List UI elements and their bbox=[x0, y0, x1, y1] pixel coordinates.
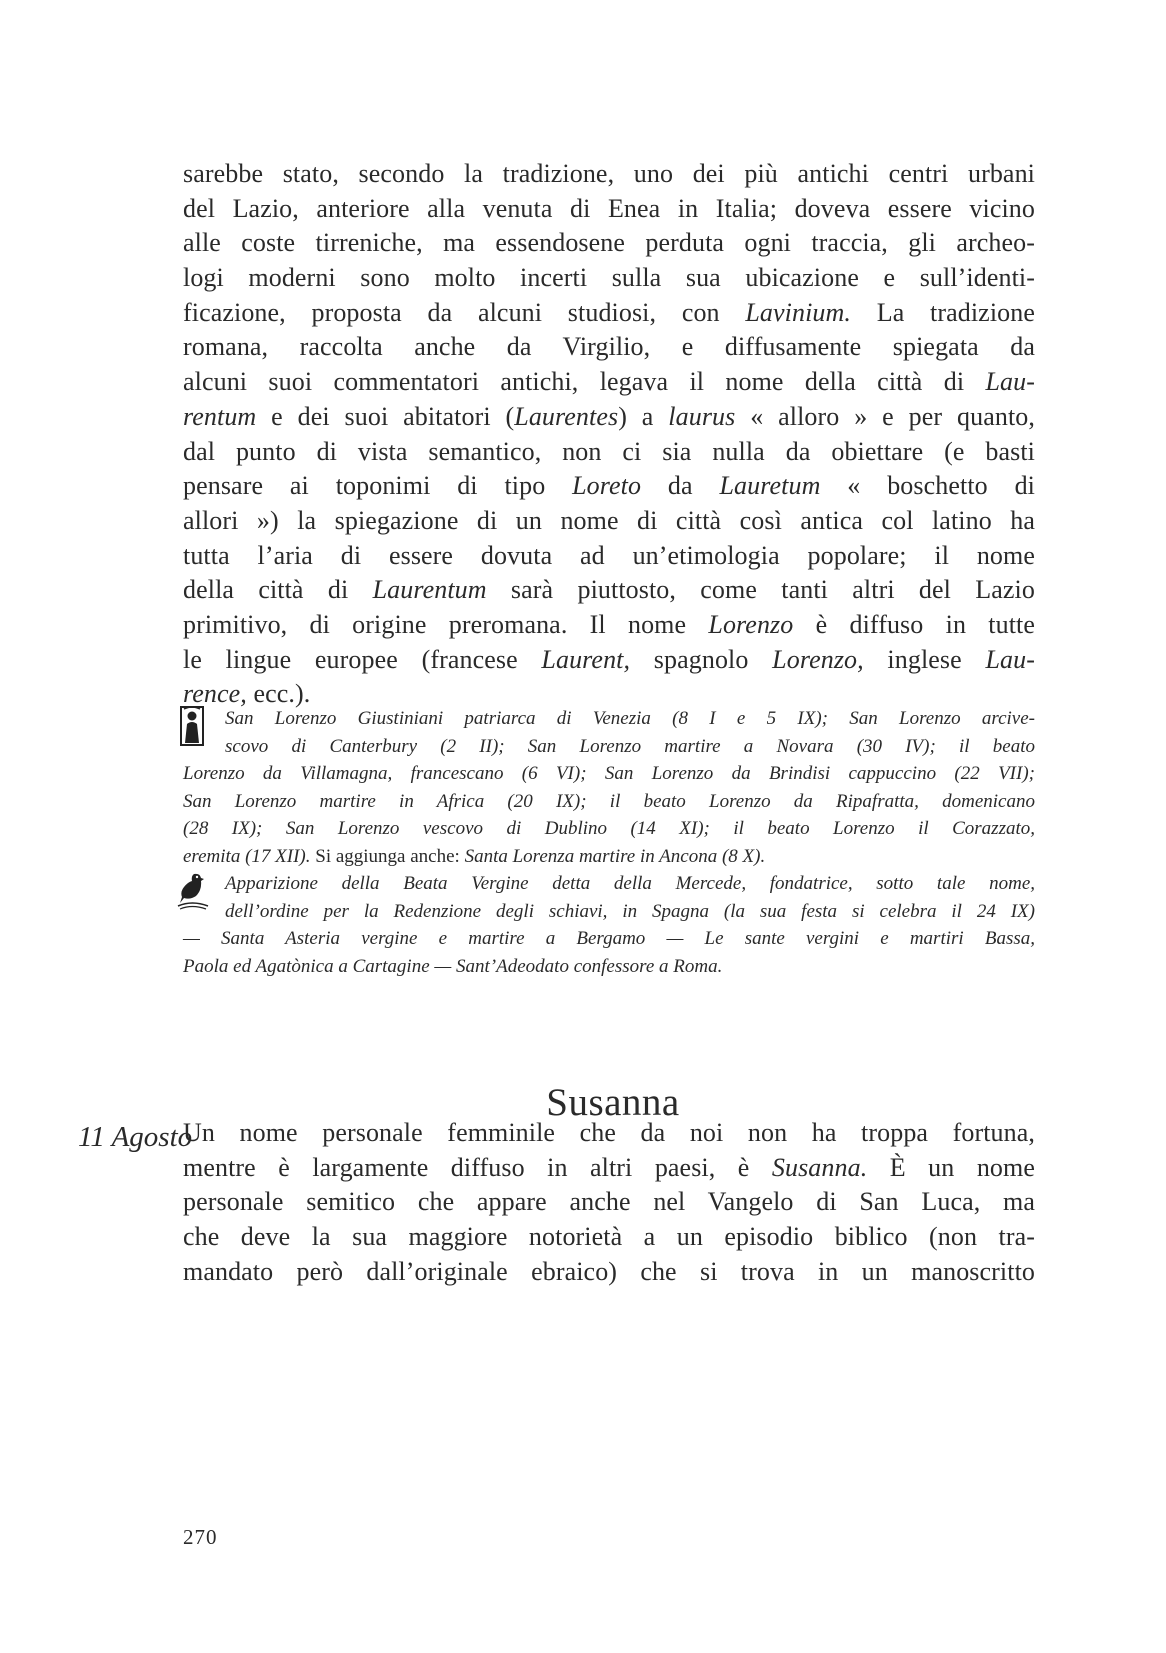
text-run: logi moderni sono molto incerti sulla sua ubicazione e sull’identi- bbox=[183, 263, 1035, 293]
text-run: sarà piuttosto, come tanti altri del Lazio bbox=[486, 575, 1035, 605]
text-line bbox=[183, 435, 1035, 470]
text-line bbox=[183, 330, 1035, 365]
text-run: mentre è largamente diffuso in altri paesi, è bbox=[183, 1152, 772, 1182]
note-line: dell’ordine per la Redenzione degli schiavi, in Spagna (la sua festa si celebra il 24 IX) bbox=[225, 900, 1035, 922]
text-run: da bbox=[641, 471, 720, 501]
text-line bbox=[183, 400, 1035, 435]
note-line: — Santa Asteria vergine e martire a Bergamo — Le sante vergini e martiri Bassa, bbox=[183, 928, 1035, 949]
text-run: le lingue europee (francese bbox=[183, 644, 542, 674]
text-line bbox=[183, 643, 1035, 678]
text-line bbox=[183, 504, 1035, 539]
note-line: San Lorenzo martire in Africa (20 IX); il beato Lorenzo da Ripafratta, domenicano bbox=[183, 790, 1035, 812]
italic-term: Lorenzo, bbox=[772, 644, 864, 674]
note-line: Paola ed Agatònica a Cartagine — Sant’Adeodato confessore a Roma. bbox=[183, 955, 723, 977]
italic-term: Lauretum bbox=[719, 471, 821, 501]
note-line: Lorenzo da Villamagna, francescano (6 VI); San Lorenzo da Brindisi cappuccino (22 VII); bbox=[183, 763, 1035, 784]
text-run: È un nome bbox=[867, 1152, 1035, 1182]
text-run: che deve la sua maggiore notorietà a un episodio biblico (non tra- bbox=[183, 1222, 1035, 1252]
italic-term: Lau- bbox=[985, 644, 1035, 674]
text-line bbox=[183, 573, 1035, 608]
note-line: scovo di Canterbury (2 II); San Lorenzo martire a Novara (30 IV); il beato bbox=[225, 735, 1035, 757]
text-line bbox=[183, 1116, 1035, 1151]
text-line bbox=[183, 469, 1035, 504]
text-run: sarebbe stato, secondo la tradizione, uno dei più antichi centri urbani bbox=[183, 159, 1035, 188]
italic-term: Lavinium. bbox=[745, 297, 851, 327]
text-run: della città di bbox=[183, 575, 373, 605]
text-line bbox=[183, 192, 1035, 227]
note-line: San Lorenzo Giustiniani patriarca di Venezia (8 I e 5 IX); San Lorenzo arcive- bbox=[225, 708, 1035, 729]
date-label: 11 Agosto bbox=[78, 1121, 193, 1153]
text-line bbox=[183, 157, 1035, 192]
text-run: personale semitico che appare anche nel Vangelo di San Luca, ma bbox=[183, 1187, 1035, 1217]
page-number: 270 bbox=[183, 1525, 218, 1549]
text-line bbox=[183, 608, 1035, 643]
text-run: tutta l’aria di essere dovuta ad un’etimologia popolare; il nome bbox=[183, 540, 1035, 570]
text-line bbox=[183, 261, 1035, 296]
italic-term: Laurent, bbox=[541, 644, 631, 674]
text-line bbox=[183, 1151, 1035, 1186]
text-run: del Lazio, anteriore alla venuta di Enea in Italia; doveva essere vicino bbox=[183, 193, 1035, 223]
text-run: mandato però dall’originale ebraico) che si trova in un manoscritto bbox=[183, 1256, 1035, 1286]
note-feasts bbox=[183, 870, 1035, 980]
text-run: Si aggiunga anche: bbox=[310, 845, 465, 867]
text-run: Un nome personale femminile che da noi non ha troppa fortuna, bbox=[183, 1118, 1035, 1147]
italic-term: Loreto bbox=[572, 471, 642, 501]
italic-term: Laurentes bbox=[514, 401, 619, 431]
text-line bbox=[183, 226, 1035, 261]
italic-term: rentum bbox=[183, 401, 257, 431]
text-run: e dei suoi abitatori ( bbox=[256, 401, 515, 431]
text-run: ficazione, proposta da alcuni studiosi, con bbox=[183, 297, 746, 327]
italic-term: Lorenzo bbox=[708, 609, 794, 639]
text-run: allori ») la spiegazione di un nome di città così antica col latino ha bbox=[183, 505, 1035, 535]
text-run: spagnolo bbox=[630, 644, 773, 674]
text-run: eremita (17 XII). bbox=[183, 845, 311, 867]
text-run: inglese bbox=[863, 644, 986, 674]
note-line bbox=[183, 843, 1035, 871]
section-title: Susanna bbox=[546, 1081, 680, 1124]
italic-term: Susanna. bbox=[771, 1152, 868, 1182]
text-run: « boschetto di bbox=[820, 471, 1035, 501]
note-saints-lorenzo bbox=[183, 705, 1035, 870]
italic-term: Lau- bbox=[985, 367, 1035, 397]
text-line bbox=[183, 1220, 1035, 1255]
text-run: ecc.). bbox=[246, 679, 311, 709]
text-run: primitivo, di origine preromana. Il nome bbox=[183, 609, 709, 639]
text-run: alle coste tirreniche, ma essendosene perduta ogni traccia, gli archeo- bbox=[183, 228, 1035, 258]
italic-term: Laurentum bbox=[372, 575, 487, 605]
text-line bbox=[183, 365, 1035, 400]
text-line bbox=[183, 1255, 1035, 1290]
text-run: dal punto di vista semantico, non ci sia nulla da obiettare (e basti bbox=[183, 436, 1035, 466]
italic-term: laurus bbox=[668, 401, 736, 431]
text-run: romana, raccolta anche da Virgilio, e diffusamente spiegata da bbox=[183, 332, 1035, 362]
text-run: ) a bbox=[618, 401, 669, 431]
text-run: « alloro » e per quanto, bbox=[735, 401, 1035, 431]
text-run: è diffuso in tutte bbox=[793, 609, 1035, 639]
text-line bbox=[183, 1185, 1035, 1220]
text-run: Santa Lorenza martire in Ancona (8 X). bbox=[464, 845, 766, 867]
text-line bbox=[183, 296, 1035, 331]
text-run: alcuni suoi commentatori antichi, legava il nome della città di bbox=[183, 367, 986, 397]
paragraph-susanna bbox=[183, 1116, 1035, 1289]
paragraph-lorenzo bbox=[183, 157, 1035, 712]
text-run: pensare ai toponimi di tipo bbox=[183, 471, 573, 501]
text-line bbox=[183, 539, 1035, 574]
text-run: La tradizione bbox=[851, 297, 1035, 327]
note-line: (28 IX); San Lorenzo vescovo di Dublino (14 XI); il beato Lorenzo il Corazzato, bbox=[183, 818, 1035, 839]
italic-term: rence, bbox=[183, 679, 247, 709]
note-line: Apparizione della Beata Vergine detta della Mercede, fondatrice, sotto tale nome, bbox=[225, 873, 1035, 894]
